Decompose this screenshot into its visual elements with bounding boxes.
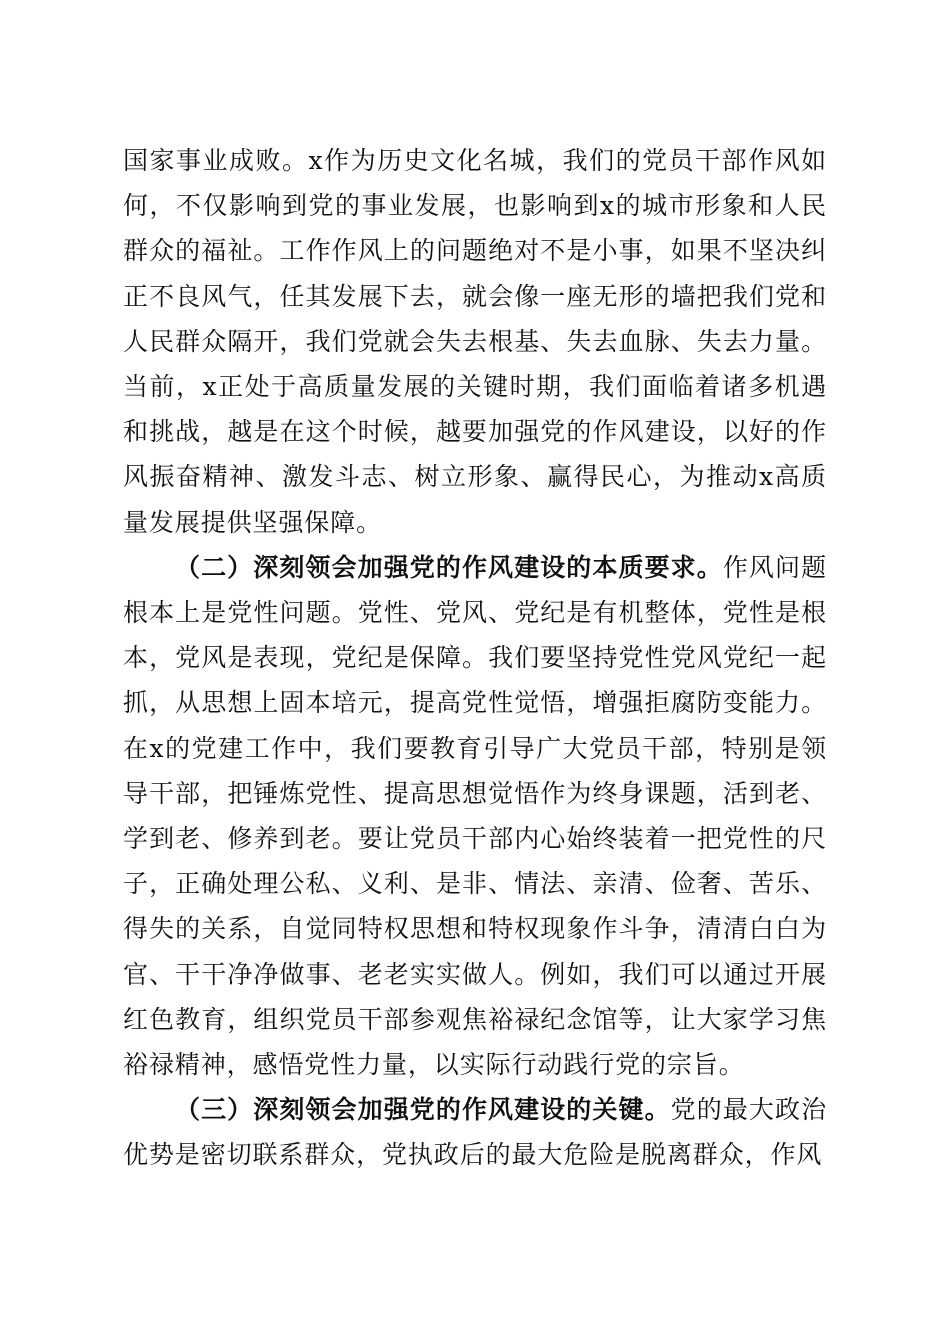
paragraph-text: 国家事业成败。x作为历史文化名城，我们的党员干部作风如何，不仅影响到党的事业发展，也影响到x的城市形象和人民群众的福祉。工作作风上的问题绝对不是小事，如果不坚决纠正不良风气，任其发展下去，就会像一座无形的墙把我们党和人民群众隔开，我们党就会失去根基、失去血脉、失去力量。当前，x正处于高质量发展的关键时期，我们面临着诸多机遇和挑战，越是在这个时候，越要加强党的作风建设，以好的作风振奋精神、激发斗志、树立形象、赢得民心，为推动x高质量发展提供坚强保障。 [123,146,827,537]
document-body [123,138,827,1178]
paragraph-text: 党的最大政治优势是密切联系群众，党执政后的最大危险是脱离群众，作风 [123,1095,827,1170]
paragraph-text: 作风问题根本上是党性问题。党性、党风、党纪是有机整体，党性是根本，党风是表现，党纪是保障。我们要坚持党性党风党纪一起抓，从思想上固本培元，提高党性觉悟，增强拒腐防变能力。在x的党建工作中，我们要教育引导广大党员干部，特别是领导干部，把锤炼党性、提高思想觉悟作为终身课题，活到老、学到老、修养到老。要让党员干部内心始终装着一把党性的尺子，正确处理公私、义利、是非、情法、亲清、俭奢、苦乐、得失的关系，自觉同特权思想和特权现象作斗争，清清白白为官、干干净净做事、老老实实做人。例如，我们可以通过开展红色教育，组织党员干部参观焦裕禄纪念馆等，让大家学习焦裕禄精神，感悟党性力量，以实际行动践行党的宗旨。 [123,552,827,1080]
section-heading: （二）深刻领会加强党的作风建设的本质要求。 [175,552,723,582]
paragraph-continuation [123,138,827,545]
paragraph-section-3 [123,1087,827,1177]
section-heading: （三）深刻领会加强党的作风建设的关键。 [175,1095,671,1125]
paragraph-section-2 [123,545,827,1087]
